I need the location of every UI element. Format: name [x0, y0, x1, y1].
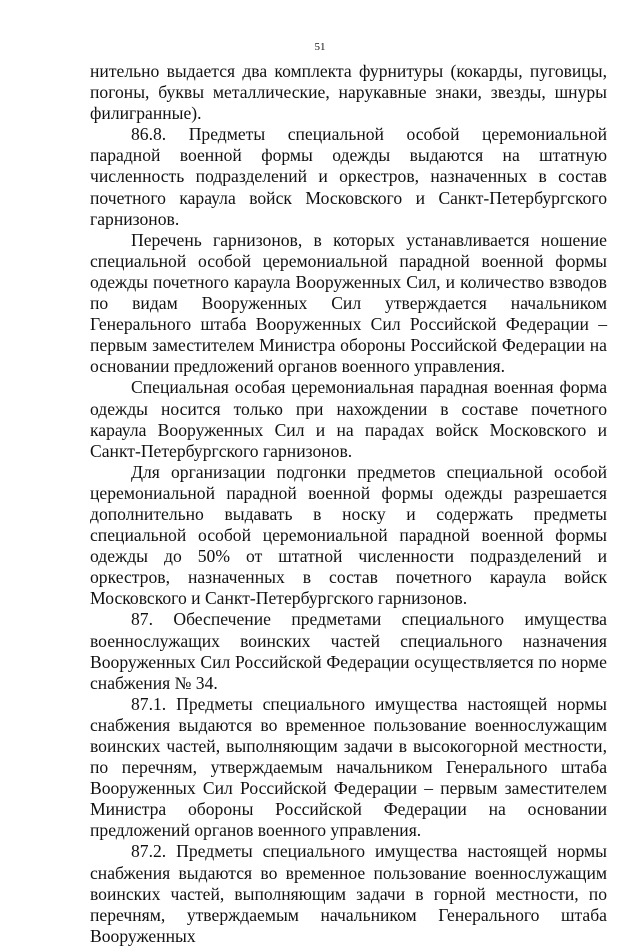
page-number: 51 [314, 41, 326, 53]
paragraph-86-8: 86.8. Предметы специальной особой церемониальной парадной военной формы одежды выдаются на штатную численность подразделений и оркестров, назначенных в состав почетного караула войск Московского и Санкт-Петербургского гарнизонов. [90, 124, 607, 229]
paragraph-continuation: нительно выдается два комплекта фурнитуры (кокарды, пуговицы, погоны, буквы металлические, нарукавные знаки, звезды, шнуры филигранные). [90, 61, 607, 124]
paragraph-fitting: Для организации подгонки предметов специальной особой церемониальной парадной военной формы одежды разрешается дополнительно выдавать в носку и содержать предметы специальной особой церемониальной парадной военной формы одежды до 50% от штатной численности подразделений и оркестров, назначенных в состав почетного караула войск Московского и Санкт-Петербургского гарнизонов. [90, 461, 607, 609]
paragraph-87: 87. Обеспечение предметами специального имущества военнослужащих воинских частей специального назначения Вооруженных Сил Российской Федерации осуществляется по норме снабжения № 34. [90, 609, 607, 693]
document-body [90, 61, 607, 947]
paragraph-87-2: 87.2. Предметы специального имущества настоящей нормы снабжения выдаются во временное пользование военнослужащим воинских частей, выполняющим задачи в горной местности, по перечням, утверждаемым начальником Генерального штаба Вооруженных [90, 841, 607, 946]
paragraph-garrison-list: Перечень гарнизонов, в которых устанавливается ношение специальной особой церемониальной парадной военной формы одежды почетного караула Вооруженных Сил, и количество взводов по видам Вооруженных Сил утверждается начальником Генерального штаба Вооруженных Сил Российской Федерации – первым заместителем Министра обороны Российской Федерации на основании предложений органов военного управления. [90, 229, 607, 377]
paragraph-wearing-rules: Специальная особая церемониальная парадная военная форма одежды носится только при нахождении в составе почетного караула Вооруженных Сил и на парадах войск Московского и Санкт-Петербургского гарнизонов. [90, 377, 607, 461]
paragraph-87-1: 87.1. Предметы специального имущества настоящей нормы снабжения выдаются во временное пользование военнослужащим воинских частей, выполняющим задачи в высокогорной местности, по перечням, утверждаемым начальником Генерального штаба Вооруженных Сил Российской Федерации – первым заместителем Министра обороны Российской Федерации на основании предложений органов военного управления. [90, 693, 607, 841]
